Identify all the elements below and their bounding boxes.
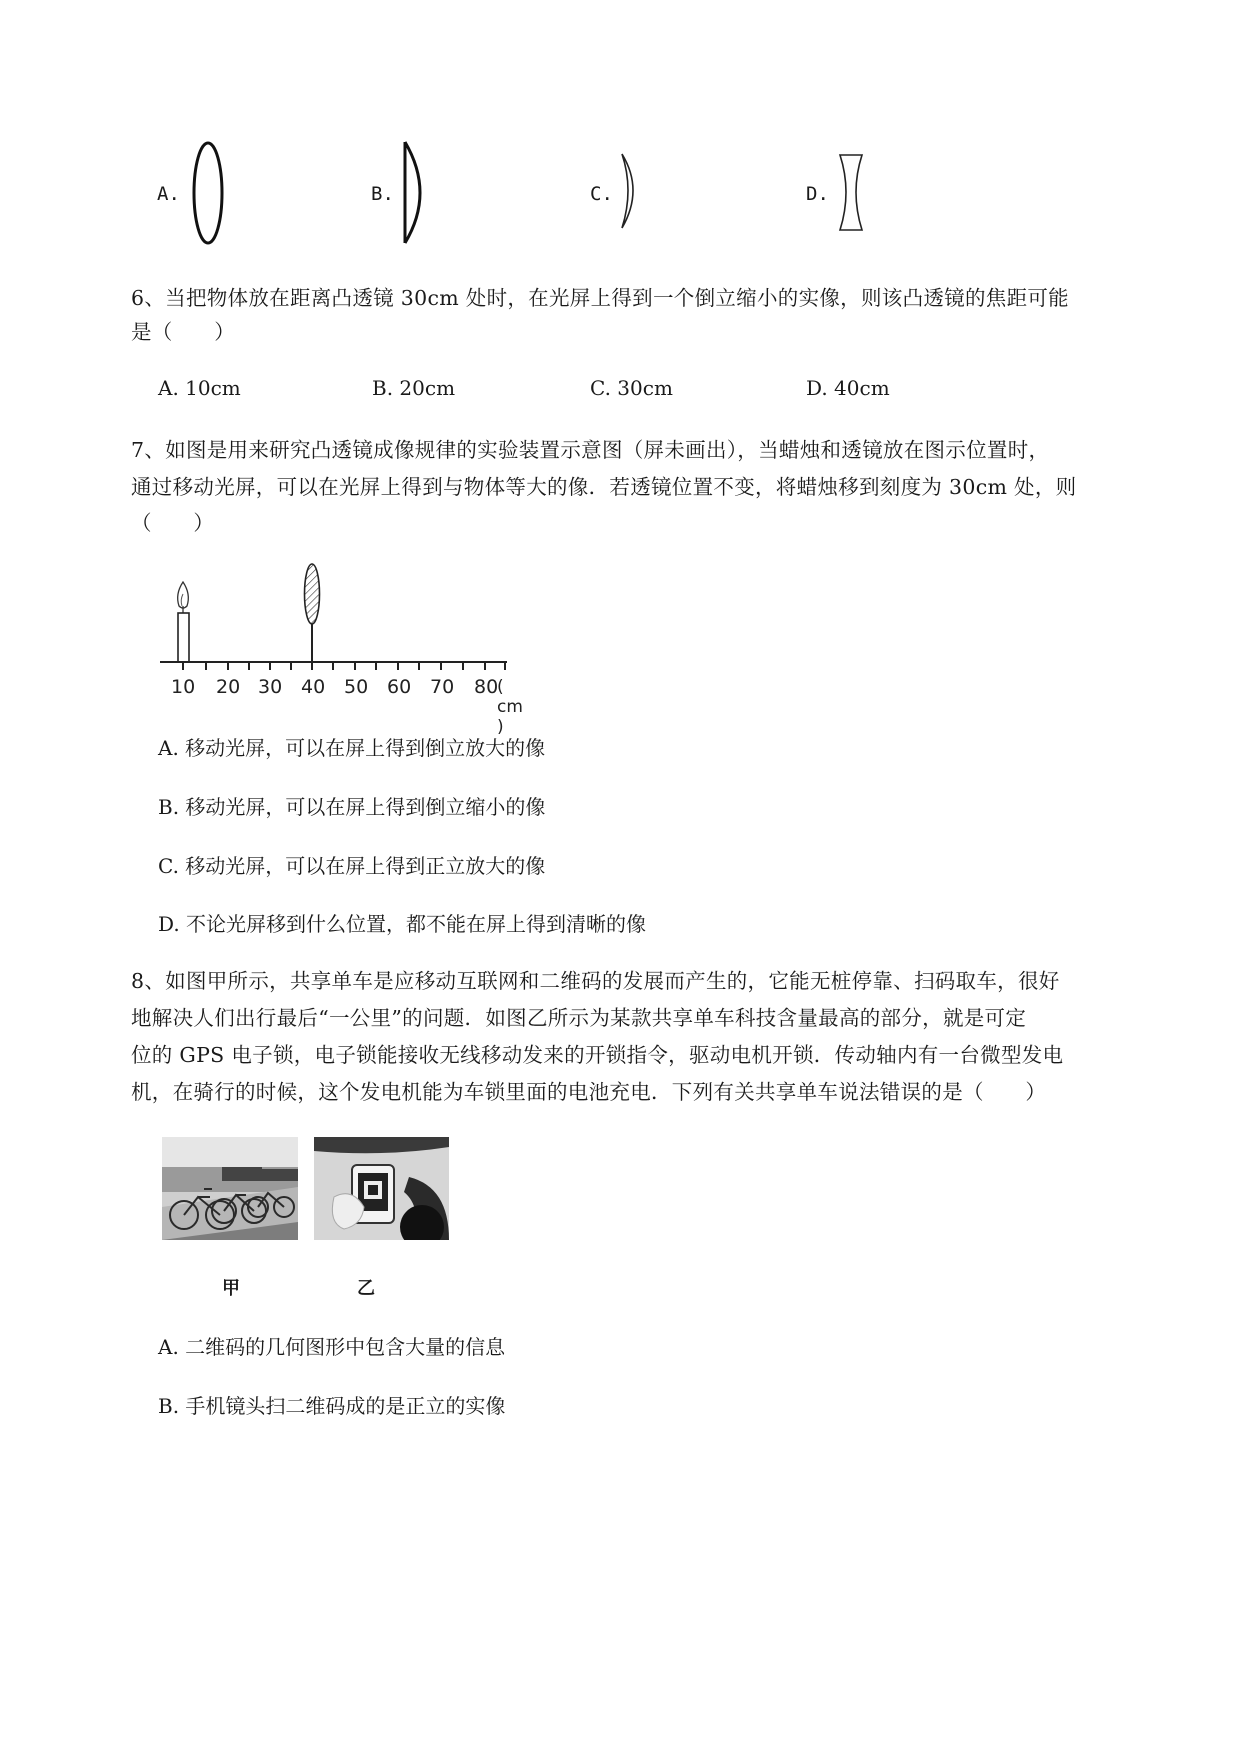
q5-option-b-label: B. [371,183,394,205]
ruler-tick-label: 80 [474,676,499,698]
ruler-tick-label: 10 [171,676,196,698]
q7-option-b: B. 移动光屏，可以在屏上得到倒立缩小的像 [158,795,546,819]
ruler-tick-label: 30 [258,676,283,698]
q6-stem-line-1: 6、当把物体放在距离凸透镜 30cm 处时，在光屏上得到一个倒立缩小的实像，则该凸透镜的焦距可能 [131,286,1069,310]
q8-option-a: A. 二维码的几何图形中包含大量的信息 [158,1335,506,1359]
q5-option-a-label: A. [157,183,180,205]
candle-icon [178,582,189,662]
q7-stem-line-2: 通过移动光屏，可以在光屏上得到与物体等大的像．若透镜位置不变，将蜡烛移到刻度为 30cm 处，则 [131,475,1077,499]
q7-stem-line-3: （ ） [131,511,215,535]
q6-option-b: B. 20cm [372,376,456,400]
q6-stem-line-2: 是（ ） [131,320,235,344]
q5-option-d-label: D. [806,183,829,205]
convex-lens-icon [305,564,320,662]
ruler-tick-label: 60 [387,676,412,698]
q8-stem-line-2: 地解决人们出行最后“一公里”的问题．如图乙所示为某款共享单车科技含量最高的部分，就是可定 [131,1006,1027,1030]
q7-stem-line-1: 7、如图是用来研究凸透镜成像规律的实验装置示意图（屏未画出），当蜡烛和透镜放在图示位置时， [131,438,1050,462]
shared-bikes-photo [162,1137,298,1240]
caption-yi: 乙 [357,1278,375,1299]
q8-option-b: B. 手机镜头扫二维码成的是正立的实像 [158,1394,506,1418]
ruler-scale [160,662,507,670]
ruler-unit-label: ( cm ) [497,677,523,737]
q5-option-c-label: C. [590,183,613,205]
ruler-tick-label: 50 [344,676,369,698]
q7-option-a: A. 移动光屏，可以在屏上得到倒立放大的像 [158,736,546,760]
ruler-tick-label: 70 [430,676,455,698]
meniscus-lens-icon [614,150,644,232]
caption-jia: 甲 [222,1278,240,1299]
q7-option-c: C. 移动光屏，可以在屏上得到正立放大的像 [158,854,546,878]
q6-option-d: D. 40cm [806,376,890,400]
ruler-tick-label: 20 [216,676,241,698]
q7-option-d: D. 不论光屏移到什么位置，都不能在屏上得到清晰的像 [158,912,647,936]
phone-scan-photo [314,1137,449,1240]
q6-option-a: A. 10cm [158,376,241,400]
q8-stem-line-4: 机，在骑行的时候，这个发电机能为车锁里面的电池充电．下列有关共享单车说法错误的是（ ） [131,1080,1047,1104]
q8-stem-line-3: 位的 GPS 电子锁，电子锁能接收无线移动发来的开锁指令，驱动电机开锁．传动轴内有一台微型发电 [131,1043,1064,1067]
ruler-tick-label: 40 [301,676,326,698]
q6-option-c: C. 30cm [590,376,673,400]
plano-convex-lens-icon [395,138,431,248]
biconcave-lens-icon [834,152,868,234]
optical-bench-diagram [155,560,565,737]
biconvex-lens-icon [186,138,232,248]
q8-stem-line-1: 8、如图甲所示，共享单车是应移动互联网和二维码的发展而产生的，它能无桩停靠、扫码取车，很好 [131,969,1060,993]
